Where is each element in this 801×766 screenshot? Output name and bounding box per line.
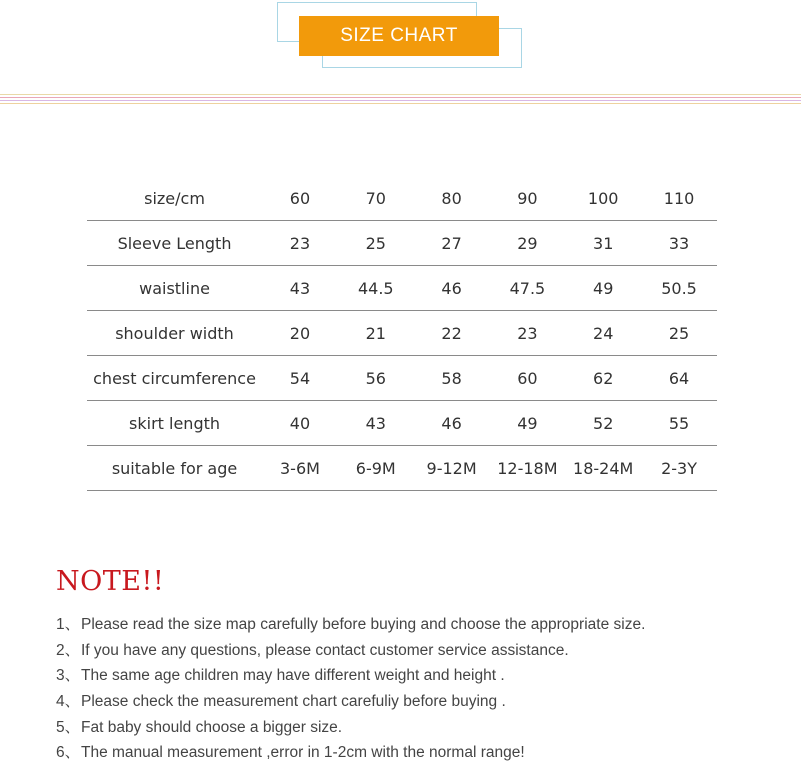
- note-number: 3、: [56, 667, 81, 685]
- table-cell: 60: [489, 356, 565, 401]
- note-text: If you have any questions, please contact customer service assistance.: [81, 641, 569, 659]
- note-number: 5、: [56, 718, 81, 736]
- table-cell: 56: [338, 356, 414, 401]
- table-cell: 12-18M: [489, 446, 565, 491]
- list-item: [56, 715, 645, 741]
- row-label: shoulder width: [87, 311, 262, 356]
- table-cell: 49: [489, 401, 565, 446]
- table-cell: 64: [641, 356, 717, 401]
- table-cell: 40: [262, 401, 338, 446]
- note-text: Please read the size map carefully before buying and choose the appropriate size.: [81, 616, 646, 633]
- table-cell: 3-6M: [262, 446, 338, 491]
- note-number: 6、: [56, 744, 81, 762]
- table-cell: 23: [489, 311, 565, 356]
- table-row: [87, 266, 717, 311]
- note-text: Fat baby should choose a bigger size.: [81, 718, 343, 736]
- table-cell: 46: [414, 266, 490, 311]
- table-cell: 31: [565, 221, 641, 266]
- note-number: 1、: [56, 616, 81, 633]
- decorative-stripes: [0, 94, 801, 106]
- table-row: [87, 356, 717, 401]
- table-cell: 44.5: [338, 266, 414, 311]
- header-cell: 90: [489, 176, 565, 221]
- table-cell: 20: [262, 311, 338, 356]
- table-cell: 46: [414, 401, 490, 446]
- list-item: [56, 663, 645, 689]
- header-cell: 80: [414, 176, 490, 221]
- list-item: [56, 612, 645, 638]
- banner-title: SIZE CHART: [340, 25, 458, 46]
- table-header-row: [87, 176, 717, 221]
- table-cell: 6-9M: [338, 446, 414, 491]
- table-cell: 49: [565, 266, 641, 311]
- table-cell: 54: [262, 356, 338, 401]
- row-label: Sleeve Length: [87, 221, 262, 266]
- table-cell: 43: [338, 401, 414, 446]
- table-cell: 25: [641, 311, 717, 356]
- row-label: chest circumference: [87, 356, 262, 401]
- table-cell: 24: [565, 311, 641, 356]
- table-cell: 2-3Y: [641, 446, 717, 491]
- table-cell: 52: [565, 401, 641, 446]
- table-cell: 29: [489, 221, 565, 266]
- notes-list: [56, 612, 645, 766]
- table-cell: 9-12M: [414, 446, 490, 491]
- row-label: suitable for age: [87, 446, 262, 491]
- table-cell: 23: [262, 221, 338, 266]
- size-table: [87, 176, 717, 491]
- table-cell: 50.5: [641, 266, 717, 311]
- table-cell: 58: [414, 356, 490, 401]
- header-label: size/cm: [87, 176, 262, 221]
- table-cell: 47.5: [489, 266, 565, 311]
- note-text: Please check the measurement chart carefuliy before buying .: [81, 693, 506, 711]
- table-cell: 21: [338, 311, 414, 356]
- row-label: skirt length: [87, 401, 262, 446]
- note-text: The manual measurement ,error in 1-2cm with the normal range!: [81, 744, 525, 762]
- header-cell: 60: [262, 176, 338, 221]
- list-item: [56, 638, 645, 664]
- table-cell: 55: [641, 401, 717, 446]
- table-cell: 18-24M: [565, 446, 641, 491]
- row-label: waistline: [87, 266, 262, 311]
- table-row: [87, 221, 717, 266]
- table-row: [87, 446, 717, 491]
- size-chart-banner: [299, 16, 499, 56]
- note-title: NOTE!!: [56, 566, 165, 597]
- table-cell: 22: [414, 311, 490, 356]
- note-text: The same age children may have different weight and height .: [81, 667, 505, 685]
- note-number: 2、: [56, 641, 81, 659]
- table-row: [87, 401, 717, 446]
- header-cell: 70: [338, 176, 414, 221]
- header-cell: 100: [565, 176, 641, 221]
- header-cell: 110: [641, 176, 717, 221]
- table-cell: 62: [565, 356, 641, 401]
- table-cell: 25: [338, 221, 414, 266]
- table-cell: 27: [414, 221, 490, 266]
- table-row: [87, 311, 717, 356]
- list-item: [56, 689, 645, 715]
- table-cell: 33: [641, 221, 717, 266]
- table-cell: 43: [262, 266, 338, 311]
- list-item: [56, 740, 645, 766]
- note-number: 4、: [56, 693, 81, 711]
